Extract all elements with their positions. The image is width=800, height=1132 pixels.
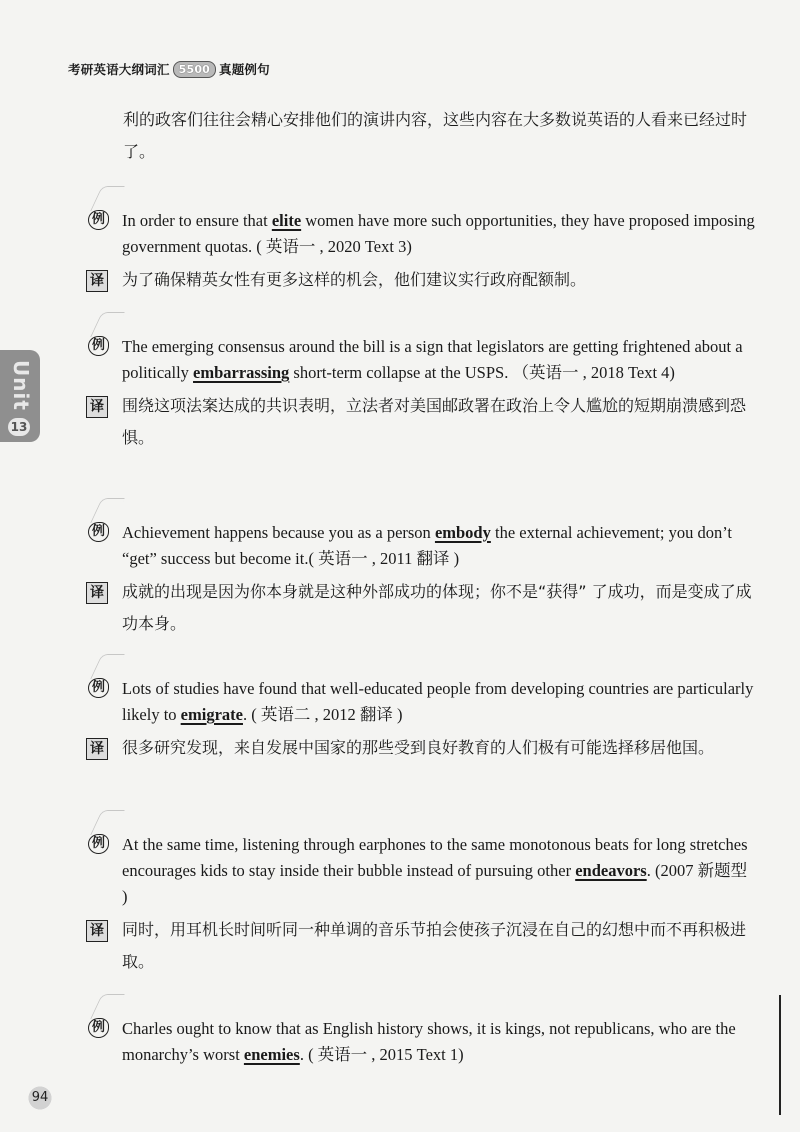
translation-icon: 译 [86,582,108,604]
header-title-pre: 考研英语大纲词汇 [68,62,170,77]
translation-icon: 译 [86,270,108,292]
unit-side-tab [0,350,40,442]
example-entry [86,1016,756,1068]
translation: 译 为了确保精英女性有更多这样的机会，他们建议实行政府配额制。 [86,264,756,296]
translation-icon: 译 [86,920,108,942]
example-sentence: 例 The emerging consensus around the bill is a sign that legislators are getting frightened about a politically embarrassing short-term collapse at the USPS. （英语一 , 2018 Text 4) [86,334,756,386]
translation: 译 很多研究发现，来自发展中国家的那些受到良好教育的人们极有可能选择移居他国。 [86,732,756,764]
margin-rule [779,995,781,1115]
example-entry [86,520,756,640]
unit-number: 13 [8,418,30,436]
example-sentence: 例 Lots of studies have found that well-educated people from developing countries are particularly likely to emigrate. ( 英语二 , 2012 翻译 ) [86,676,756,728]
translation: 译 成就的出现是因为你本身就是这种外部成功的体现；你不是“获得” 了成功，而是变成了成功本身。 [86,576,756,640]
keyword: endeavors [575,861,647,880]
example-icon: 例 [86,832,114,856]
example-sentence: 例 At the same time, listening through earphones to the same monotonous beats for long stretches encourages kids to stay inside their bubble instead of pursuing other endeavors. (2007 新题型 ) [86,832,756,910]
page-number-badge [18,1080,62,1116]
example-entry [86,832,756,978]
header-badge: 5500 [173,61,216,78]
translation-icon: 译 [86,738,108,760]
keyword: embarrassing [193,363,290,382]
example-sentence: 例 Achievement happens because you as a person embody the external achievement; you don’t “get” success but become it.( 英语一 , 2011 翻译 ) [86,520,756,572]
example-icon: 例 [86,520,114,544]
unit-label: Unit [9,360,33,411]
translation-icon: 译 [86,396,108,418]
example-entry [86,676,756,764]
header-title-post: 真题例句 [219,62,270,77]
keyword: embody [434,523,491,542]
example-icon: 例 [86,334,114,358]
example-icon: 例 [86,676,114,700]
keyword: enemies [243,1045,300,1064]
translation: 译 同时，用耳机长时间听同一种单调的音乐节拍会使孩子沉浸在自己的幻想中而不再积极进取。 [86,914,756,978]
page-number: 94 [31,1090,49,1105]
continued-translation: 利的政客们往往会精心安排他们的演讲内容，这些内容在大多数说英语的人看来已经过时了。 [123,110,748,161]
example-entry [86,334,756,454]
example-sentence: 例 Charles ought to know that as English history shows, it is kings, not republicans, who are the monarchy’s worst enemies. ( 英语一 , 2015 Text 1) [86,1016,756,1068]
example-entry [86,208,756,296]
running-header [68,60,270,78]
example-sentence: 例 In order to ensure that elite women have more such opportunities, they have proposed imposing government quotas. ( 英语一 , 2020 Text 3) [86,208,756,260]
keyword: emigrate [180,705,243,724]
translation: 译 围绕这项法案达成的共识表明，立法者对美国邮政署在政治上令人尴尬的短期崩溃感到恐惧。 [86,390,756,454]
example-icon: 例 [86,208,114,232]
example-icon: 例 [86,1016,114,1040]
keyword: elite [271,211,302,230]
